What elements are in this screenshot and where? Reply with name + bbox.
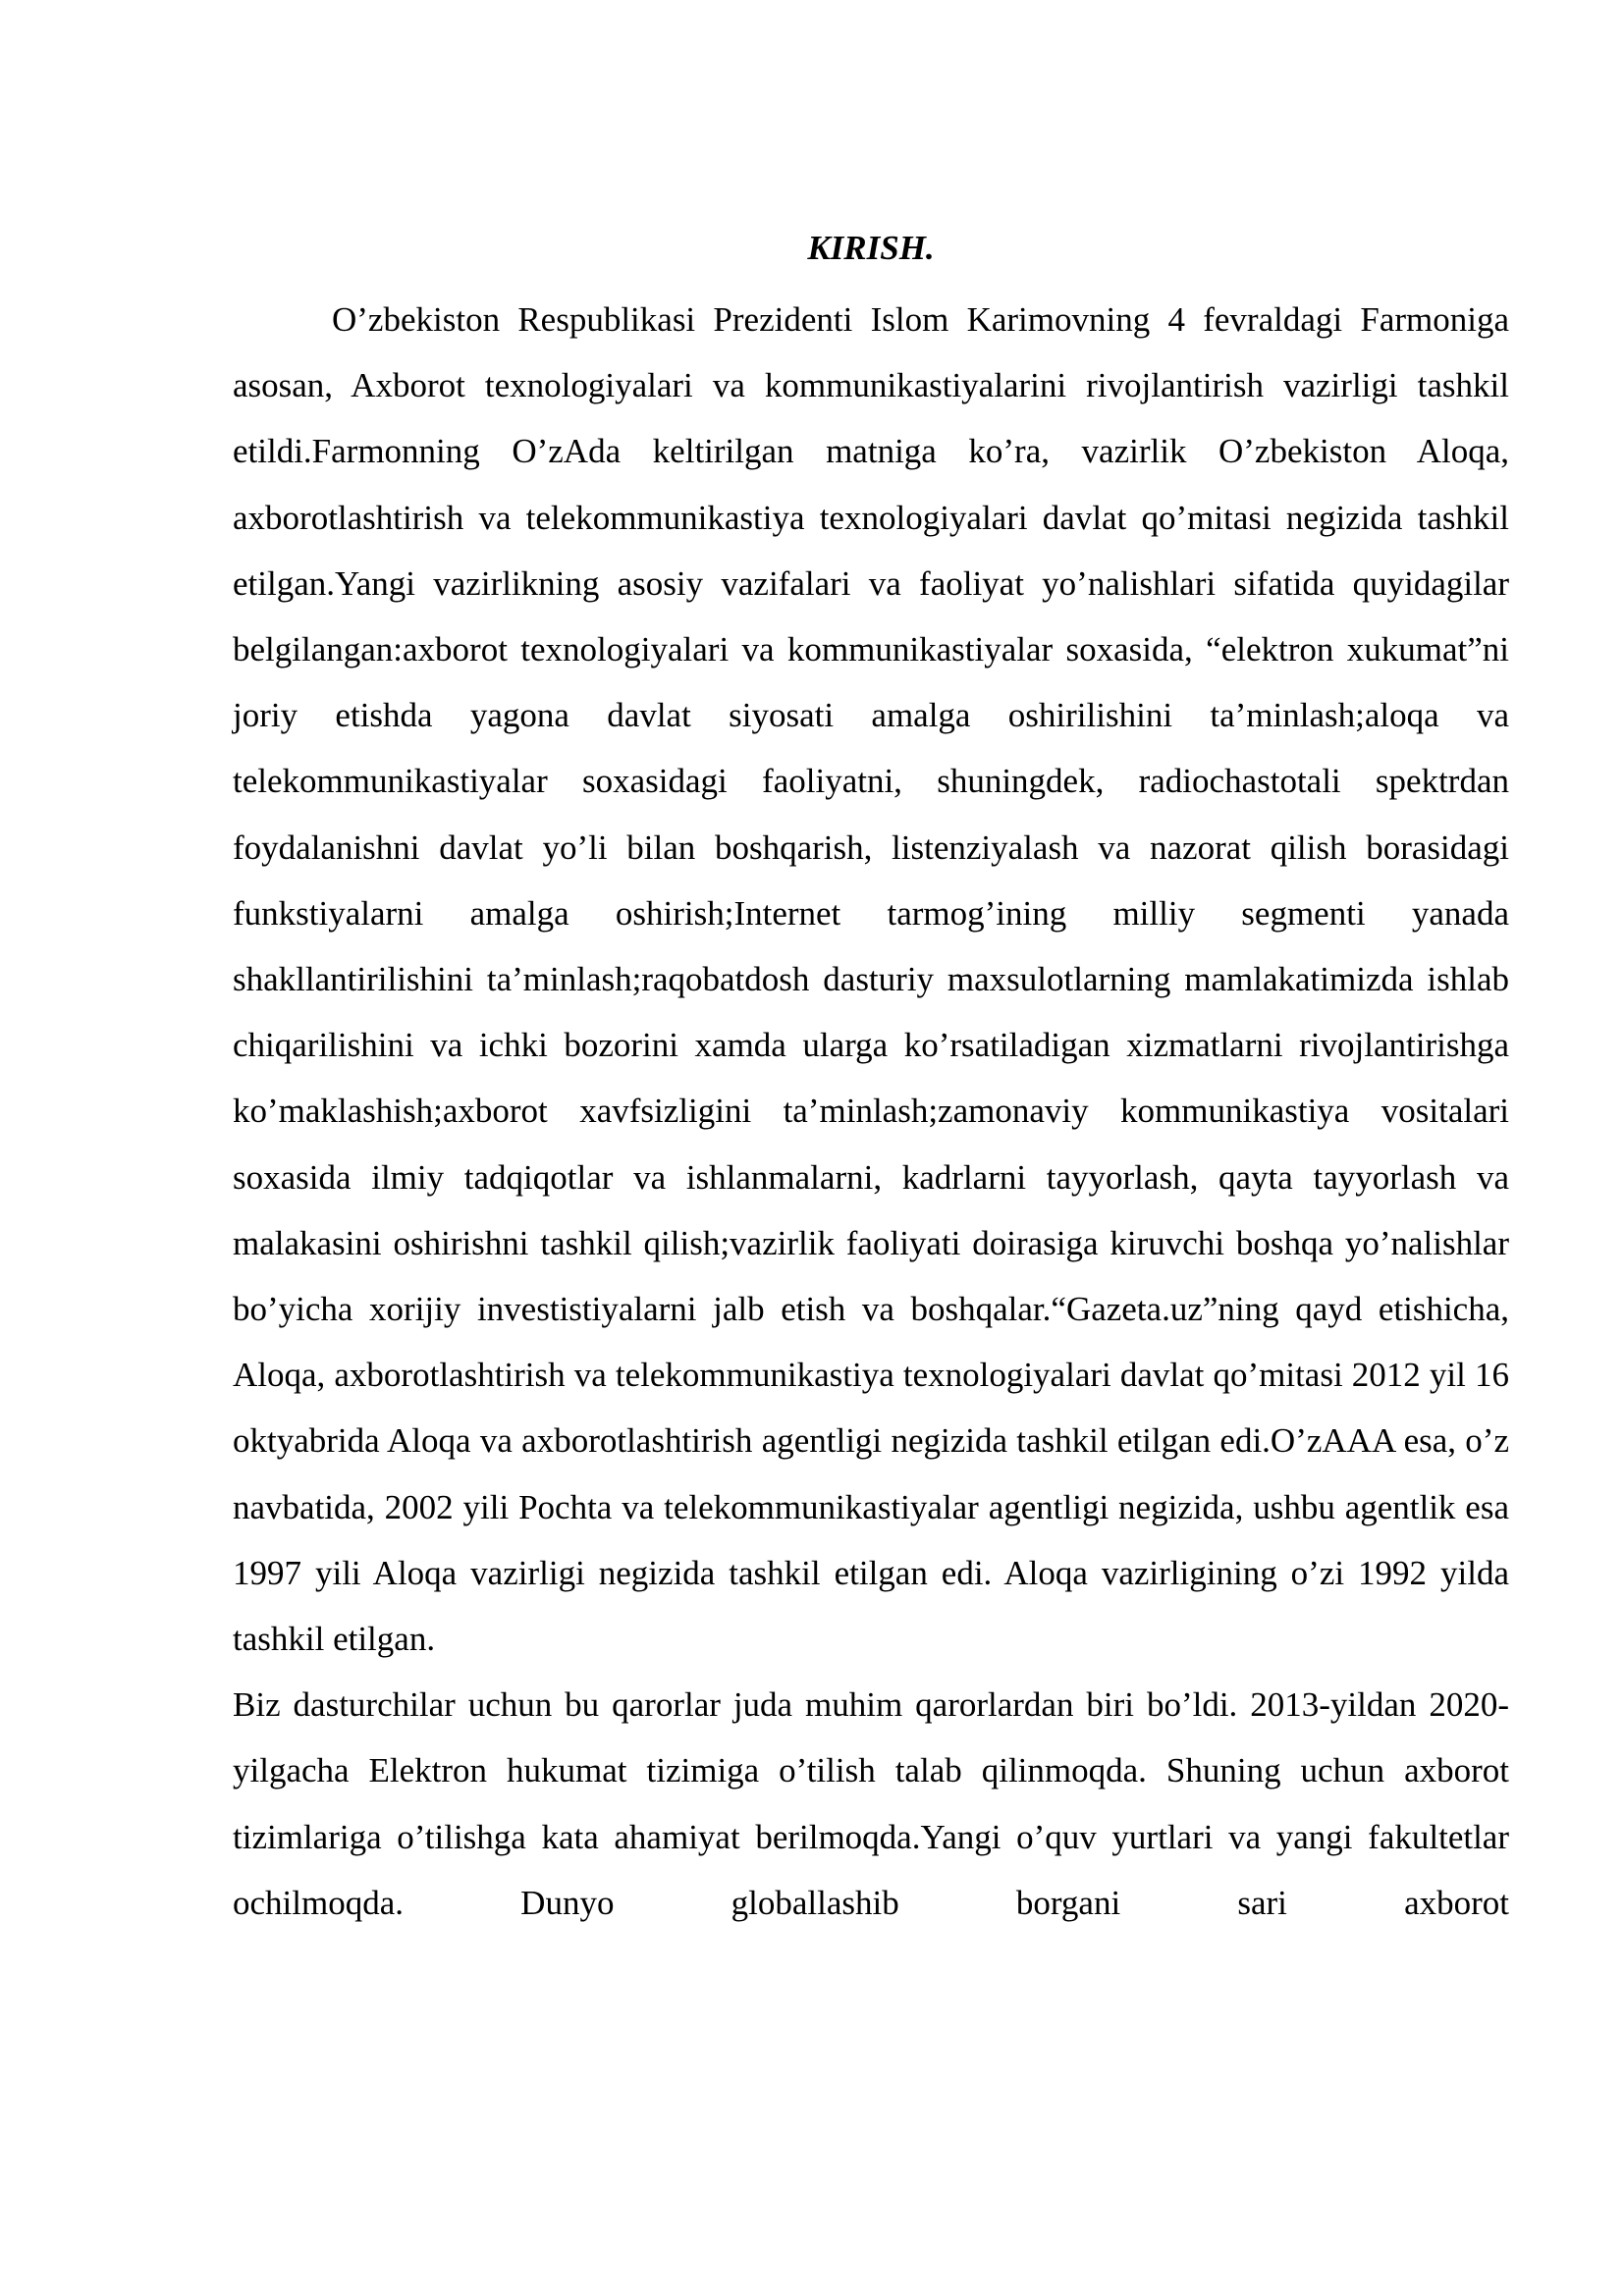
paragraph-programmers: Biz dasturchilar uchun bu qarorlar juda muhim qarorlardan biri bo’ldi. 2013-yildan 2020-yilgacha Elektron hukumat tizimiga o’tilish talab qilinmoqda. Shuning uchun axborot tizimlariga o’tilishga kata ahamiyat berilmoqda.Yangi o’quv yurtlari va yangi fakultetlar ochilmoqda. Dunyo globallashib borgani sari axborot <box>233 1685 1509 1922</box>
document-body <box>233 222 1509 1936</box>
document-title: KIRISH. <box>807 229 935 267</box>
paragraph-intro: O’zbekiston Respublikasi Prezidenti Islom Karimovning 4 fevraldagi Farmoniga asosan, Axborot texnologiyalari va kommunikastiyalarini rivojlantirish vazirligi tashkil etildi.Farmonning O’zAda keltirilgan matniga ko’ra, vazirlik O’zbekiston Aloqa, axborotlashtirish va telekommunikastiya texnologiyalari davlat qo’mitasi negizida tashkil etilgan.Yangi vazirlikning asosiy vazifalari va faoliyat yo’nalishlari sifatida quyidagilar belgilangan:axborot texnologiyalari va kommunikastiyalar soxasida, “elektron xukumat”ni joriy etishda yagona davlat siyosati amalga oshirilishini ta’minlash;aloqa va telekommunikastiyalar soxasidagi faoliyatni, shuningdek, radiochastotali spektrdan foydalanishni davlat yo’li bilan boshqarish, listenziyalash va nazorat qilish borasidagi funkstiyalarni amalga oshirish;Internet tarmog’ining milliy segmenti yanada shakllantirilishini ta’minlash;raqobatdosh dasturiy maxsulotlarning mamlakatimizda ishlab chiqarilishini va ichki bozorini xamda ularga ko’rsatiladigan xizmatlarni rivojlantirishga ko’maklashish;axborot xavfsizligini ta’minlash;zamonaviy kommunikastiya vositalari soxasida ilmiy tadqiqotlar va ishlanmalarni, kadrlarni tayyorlash, qayta tayyorlash va malakasini oshirishni tashkil qilish;vazirlik faoliyati doirasiga kiruvchi boshqa yo’nalishlar bo’yicha xorijiy investistiyalarni jalb etish va boshqalar.“Gazeta.uz”ning qayd etishicha, Aloqa, axborotlashtirish va telekommunikastiya texnologiyalari davlat qo’mitasi 2012 yil 16 oktyabrida Aloqa va axborotlashtirish agentligi negizida tashkil etilgan edi.O’zAAA esa, o’z navbatida, 2002 yili Pochta va telekommunikastiyalar agentligi negizida, ushbu agentlik esa 1997 yili Aloqa vazirligi negizida tashkil etilgan edi. Aloqa vazirligining o’zi 1992 yilda tashkil etilgan. <box>233 300 1509 1659</box>
